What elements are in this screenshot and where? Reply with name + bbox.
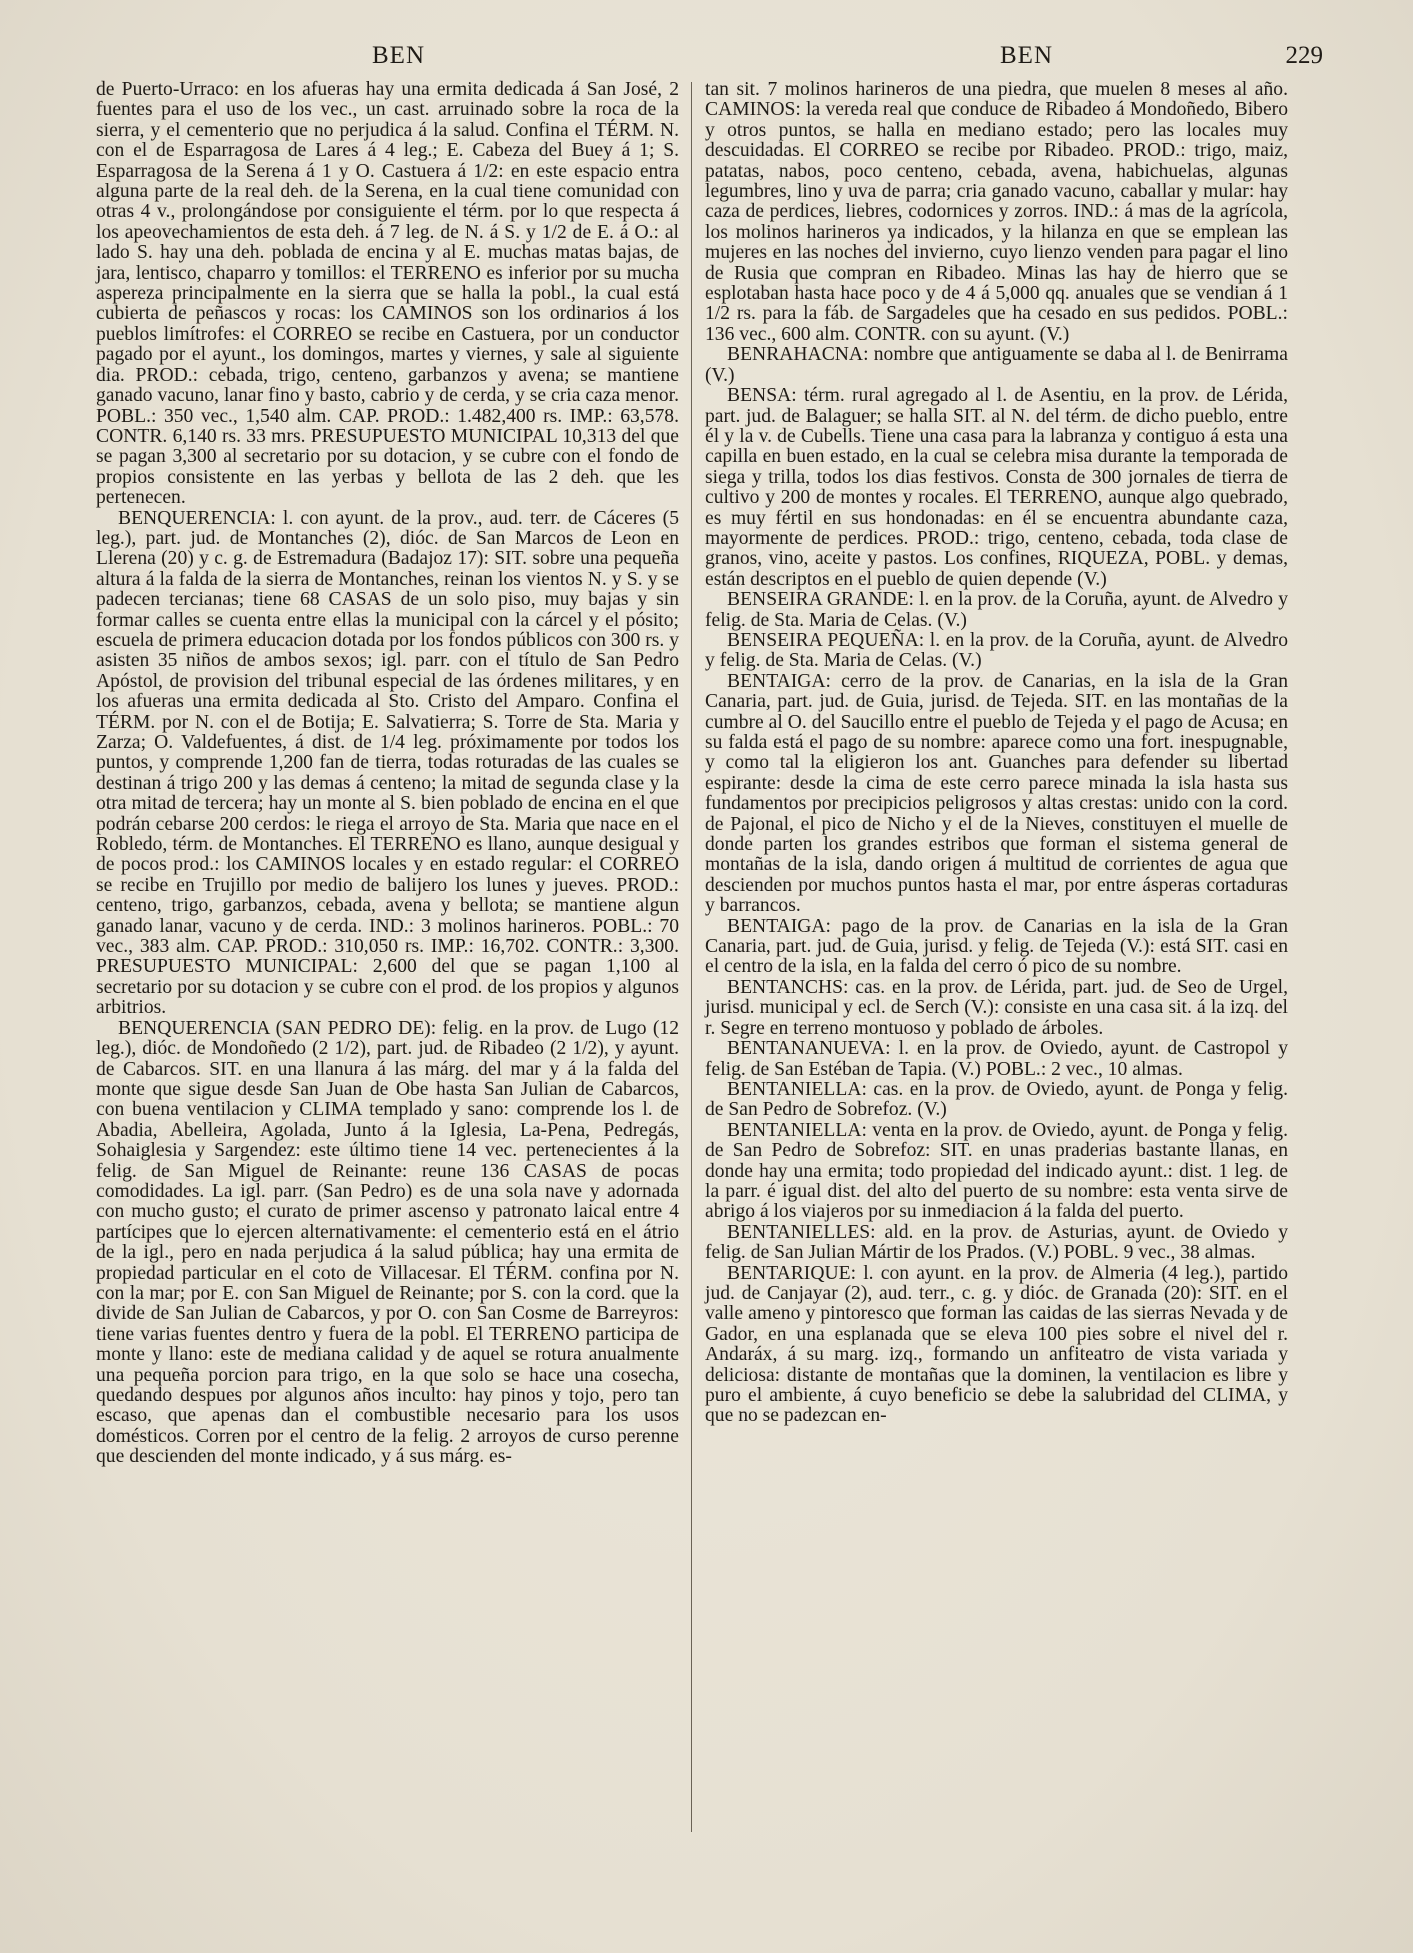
running-head [0, 42, 1413, 82]
entry-bentarique: BENTARIQUE: l. con ayunt. en la prov. de Almeria (4 leg.), partido jud. de Canjayar (2), aud. terr., c. g. y dióc. de Granada (20): SIT. en el valle ameno y pintoresco que forman las caidas de las sierras Nevada y de Gador, en una esplanada que se eleva 100 pies sobre el nivel del r. Andaráx, á su marg. izq., formando un anfiteatro de vista variada y deliciosa: distante de montañas que la dominen, la ventilacion es libre y puro el ambiente, á cuyo beneficio se debe la salubridad del CLIMA, y que no se padezcan en- [705, 1262, 1288, 1427]
left-column [96, 80, 679, 1468]
right-column [705, 80, 1288, 1427]
entry-continuation: de Puerto-Urraco: en los afueras hay una ermita dedicada á San José, 2 fuentes para el uso de los vec., un cast. arruinado sobre la roca de la sierra, y el cementerio que no perjudica á la salud. Confina el TÉRM. N. con el de Esparragosa de Lares á 4 leg.; E. Cabeza del Buey á 1; S. Esparragosa de la Serena á 1 y O. Castuera á 1/2: en este espacio entra alguna parte de la real deh. de la Serena, en la cual tiene comunidad con otras 4 v., prolongándose por consiguiente el térm. por lo que respecta á los apeovechamientos de esta deh. á 7 leg. de N. á S. y 1/2 de E. á O.: al lado S. hay una deh. poblada de encina y al E. muchas matas bajas, de jara, lentisco, chaparro y tomillos: el TERRENO es inferior por su mucha aspereza principalmente en la sierra que se halla la pobl., la cual está cubierta de peñascos y rocas: los CAMINOS son los ordinarios á los pueblos limítrofes: el CORREO se recibe en Castuera, por un conductor pagado por el ayunt., los domingos, martes y viernes, y sale al siguiente dia. PROD.: cebada, trigo, centeno, garbanzos y avena; se mantiene ganado vacuno, lanar fino y basto, cabrio y de cerda, y se cria caza menor. POBL.: 350 vec., 1,540 alm. CAP. PROD.: 1.482,400 rs. IMP.: 63,578. CONTR. 6,140 rs. 33 mrs. PRESUPUESTO MUNICIPAL 10,313 del que se pagan 3,300 al secretario por su dotacion, y se cubre con el fondo de propios consistente en las yerbas y bellota de las 2 deh. que les pertenecen. [96, 79, 679, 509]
entry-bentanielles: BENTANIELLES: ald. en la prov. de Asturias, ayunt. de Oviedo y felig. de San Julian Mártir de los Prados. (V.) POBL. 9 vec., 38 almas. [705, 1221, 1288, 1264]
right-guide-word: BEN [1000, 42, 1053, 69]
page-number: 229 [1285, 42, 1323, 69]
entry-bentaiga-cerro: BENTAIGA: cerro de la prov. de Canarias, en la isla de la Gran Canaria, part. jud. de Guia, jurisd. de Tejeda. SIT. en las montañas de la cumbre al O. del Saucillo entre el pueblo de Tejeda y el pago de Acusa; en su falda está el pago de su nombre: aparece como una fort. inespugnable, y como tal la eligieron los ant. Guanches para defender su libertad espirante: desde la cima de este cerro parece minada la isla hasta sus fundamentos por precipicios peligrosos y altas crestas: unido con la cord. de Pajonal, el pico de Nicho y el de la Nieves, constituyen el muelle de donde parten los grandes estribos que forman el sistema general de montañas de la isla, dando origen á multitud de corrientes de agua que descienden por muchos puntos hasta el mar, por entre ásperas cortaduras y barrancos. [705, 670, 1288, 917]
entry-bentaniella-cas: BENTANIELLA: cas. en la prov. de Oviedo, ayunt. de Ponga y felig. de San Pedro de Sobrefoz. (V.) [705, 1078, 1288, 1121]
entry-benquerencia-san-pedro: BENQUERENCIA (SAN PEDRO DE): felig. en la prov. de Lugo (12 leg.), dióc. de Mondoñedo (2 1/2), part. jud. de Ribadeo (2 1/2), y ayunt. de Cabarcos. SIT. en una llanura á las márg. del mar y á la falda del monte que sigue desde San Juan de Obe hasta San Julian de Cabarcos, con buena ventilacion y CLIMA templado y sano: comprende los l. de Abadia, Abelleira, Agolada, Junto á la Iglesia, La-Pena, Pedregás, Sohaiglesia y Sargendez: este último tiene 14 vec. pertenecientes á la felig. de San Miguel de Reinante: reune 136 CASAS de pocas comodidades. La igl. parr. (San Pedro) es de una sola nave y adornada con mucho gusto; el curato de primer ascenso y patronato laical entre 4 partícipes que lo ejercen alternativamente: el cementerio está en el átrio de la igl., pero en nada perjudica á la salud pública; hay una ermita de propiedad particular en el coto de Villacesar. El TÉRM. confina por N. con la mar; por E. con San Miguel de Reinante; por S. con la cord. que la divide de San Julian de Cabarcos, y por O. con San Cosme de Barreyros: tiene varias fuentes dentro y fuera de la pobl. El TERRENO participa de monte y llano: este de mediana calidad y de aquel se rotura anualmente una pequeña porcion para trigo, en la que solo se hace una cosecha, quedando despues por algunos años inculto: hay pinos y tojo, pero tan escaso, que apenas dan el combustible necesario para los usos domésticos. Corren por el centro de la felig. 2 arroyos de curso perenne que descienden del monte indicado, y á sus márg. es- [96, 1017, 679, 1468]
entry-continuation: tan sit. 7 molinos harineros de una piedra, que muelen 8 meses al año. CAMINOS: la vereda real que conduce de Ribadeo á Mondoñedo, Bibero y otros puntos, se halla en mediano estado; pero las locales muy descuidadas. El CORREO se recibe por Ribadeo. PROD.: trigo, maiz, patatas, nabos, poco centeno, cebada, avena, habichuelas, algunas legumbres, lino y uva de parra; cria ganado vacuno, caballar y mular: hay caza de perdices, liebres, codornices y zorros. IND.: á mas de la agrícola, los molinos harineros ya indicados, y la hilanza en que se emplean las mujeres en las noches del invierno, cuyo lienzo venden para pagar el lino de Rusia que compran en Ribadeo. Minas las hay de hierro que se esplotaban hasta hace poco y de 4 á 5,000 qq. anuales que se vendian á 1 1/2 rs. para la fáb. de Sargadeles que ha cesado en sus pedidos. POBL.: 136 vec., 600 alm. CONTR. con su ayunt. (V.) [705, 79, 1288, 345]
entry-benseira-grande: BENSEIRA GRANDE: l. en la prov. de la Coruña, ayunt. de Alvedro y felig. de Sta. Maria de Celas. (V.) [705, 589, 1288, 631]
left-guide-word: BEN [372, 42, 425, 69]
entry-benrahacna: BENRAHACNA: nombre que antiguamente se daba al l. de Benirrama (V.) [705, 344, 1288, 386]
entry-bentanchs: BENTANCHS: cas. en la prov. de Lérida, part. jud. de Seo de Urgel, jurisd. municipal y ecl. de Serch (V.): consiste en una casa sit. á la izq. del r. Segre en terreno montuoso y poblado de árboles. [705, 976, 1288, 1039]
entry-bentaniella-venta: BENTANIELLA: venta en la prov. de Oviedo, ayunt. de Ponga y felig. de San Pedro de Sobrefoz: SIT. en unas praderias bastante llanas, en donde hay una ermita; todo propiedad del indicado ayunt.: dist. 1 leg. de la parr. é igual dist. del alto del puerto de su nombre: esta venta sirve de abrigo á los viajeros por su inmediacion á la falda del puerto. [705, 1119, 1288, 1223]
entry-bentaiga-pago: BENTAIGA: pago de la prov. de Canarias en la isla de la Gran Canaria, part. jud. de Guia, jurisd. y felig. de Tejeda (V.): está SIT. casi en el centro de la isla, en la falda del cerro ó pico de su nombre. [705, 915, 1288, 978]
entry-bensa: BENSA: térm. rural agregado al l. de Asentiu, en la prov. de Lérida, part. jud. de Balaguer; se halla SIT. al N. del térm. de dicho pueblo, entre él y la v. de Cubells. Tiene una casa para la labranza y contiguo á esta una capilla en buen estado, en la cual se celebra misa durante la temporada de siega y trilla, todos los dias festivos. Consta de 300 jornales de tierra de cultivo y 200 de montes y rocales. El TERRENO, aunque algo quebrado, es muy fértil en sus hondonadas: en él se encuentra abundante caza, mayormente de perdices. PROD.: trigo, centeno, cebada, toda clase de granos, vino, aceite y pastos. Los confines, RIQUEZA, POBL. y demas, están descriptos en el pueblo de quien depende (V.) [705, 385, 1288, 590]
column-divider [691, 82, 692, 1832]
entry-bentananueva: BENTANANUEVA: l. en la prov. de Oviedo, ayunt. de Castropol y felig. de San Estéban de Tapia. (V.) POBL.: 2 vec., 10 almas. [705, 1038, 1288, 1080]
entry-benquerencia-caceres: BENQUERENCIA: l. con ayunt. de la prov., aud. terr. de Cáceres (5 leg.), part. jud. de Montanches (2), dióc. de San Marcos de Leon en Llerena (20) y c. g. de Estremadura (Badajoz 17): SIT. sobre una pequeña altura á la falda de la sierra de Montanches, reinan los vientos N. y S. y se padecen tercianas; tiene 68 CASAS de un solo piso, muy bajas y sin formar calles se cuenta entre ellas la municipal con la cárcel y el pósito; escuela de primera educacion dotada por los fondos públicos con 300 rs. y asisten 35 niños de ambos sexos; igl. parr. con el título de San Pedro Apóstol, de provision del tribunal especial de las órdenes militares, y en los afueras una ermita dedicada al Sto. Cristo del Amparo. Confina el TÉRM. por N. con el de Botija; E. Salvatierra; S. Torre de Sta. Maria y Zarza; O. Valdefuentes, á dist. de 1/4 leg. próximamente por todos los puntos, y comprende 1,200 fan de tierra, todas roturadas de las cuales se destinan á trigo 200 y las demas á centeno; la mitad de segunda clase y la otra mitad de tercera; hay un monte al S. bien poblado de encina en el que podrán cebarse 200 cerdos: le riega el arroyo de Sta. Maria que nace en el Robledo, térm. de Montanches. El TERRENO es llano, aunque desigual y de pocos prod.: los CAMINOS locales y en estado regular: el CORREO se recibe en Trujillo por medio de balijero los lunes y jueves. PROD.: centeno, trigo, garbanzos, cebada, avena y bellota; se mantiene algun ganado lanar, vacuno y de cerda. IND.: 3 molinos harineros. POBL.: 70 vec., 383 alm. CAP. PROD.: 310,050 rs. IMP.: 16,702. CONTR.: 3,300. PRESUPUESTO MUNICIPAL: 2,600 del que se pagan 1,100 al secretario por su dotacion y se cubre con el prod. de los propios y algunos arbitrios. [96, 507, 679, 1019]
entry-benseira-pequena: BENSEIRA PEQUEÑA: l. en la prov. de la Coruña, ayunt. de Alvedro y felig. de Sta. Maria de Celas. (V.) [705, 629, 1288, 672]
